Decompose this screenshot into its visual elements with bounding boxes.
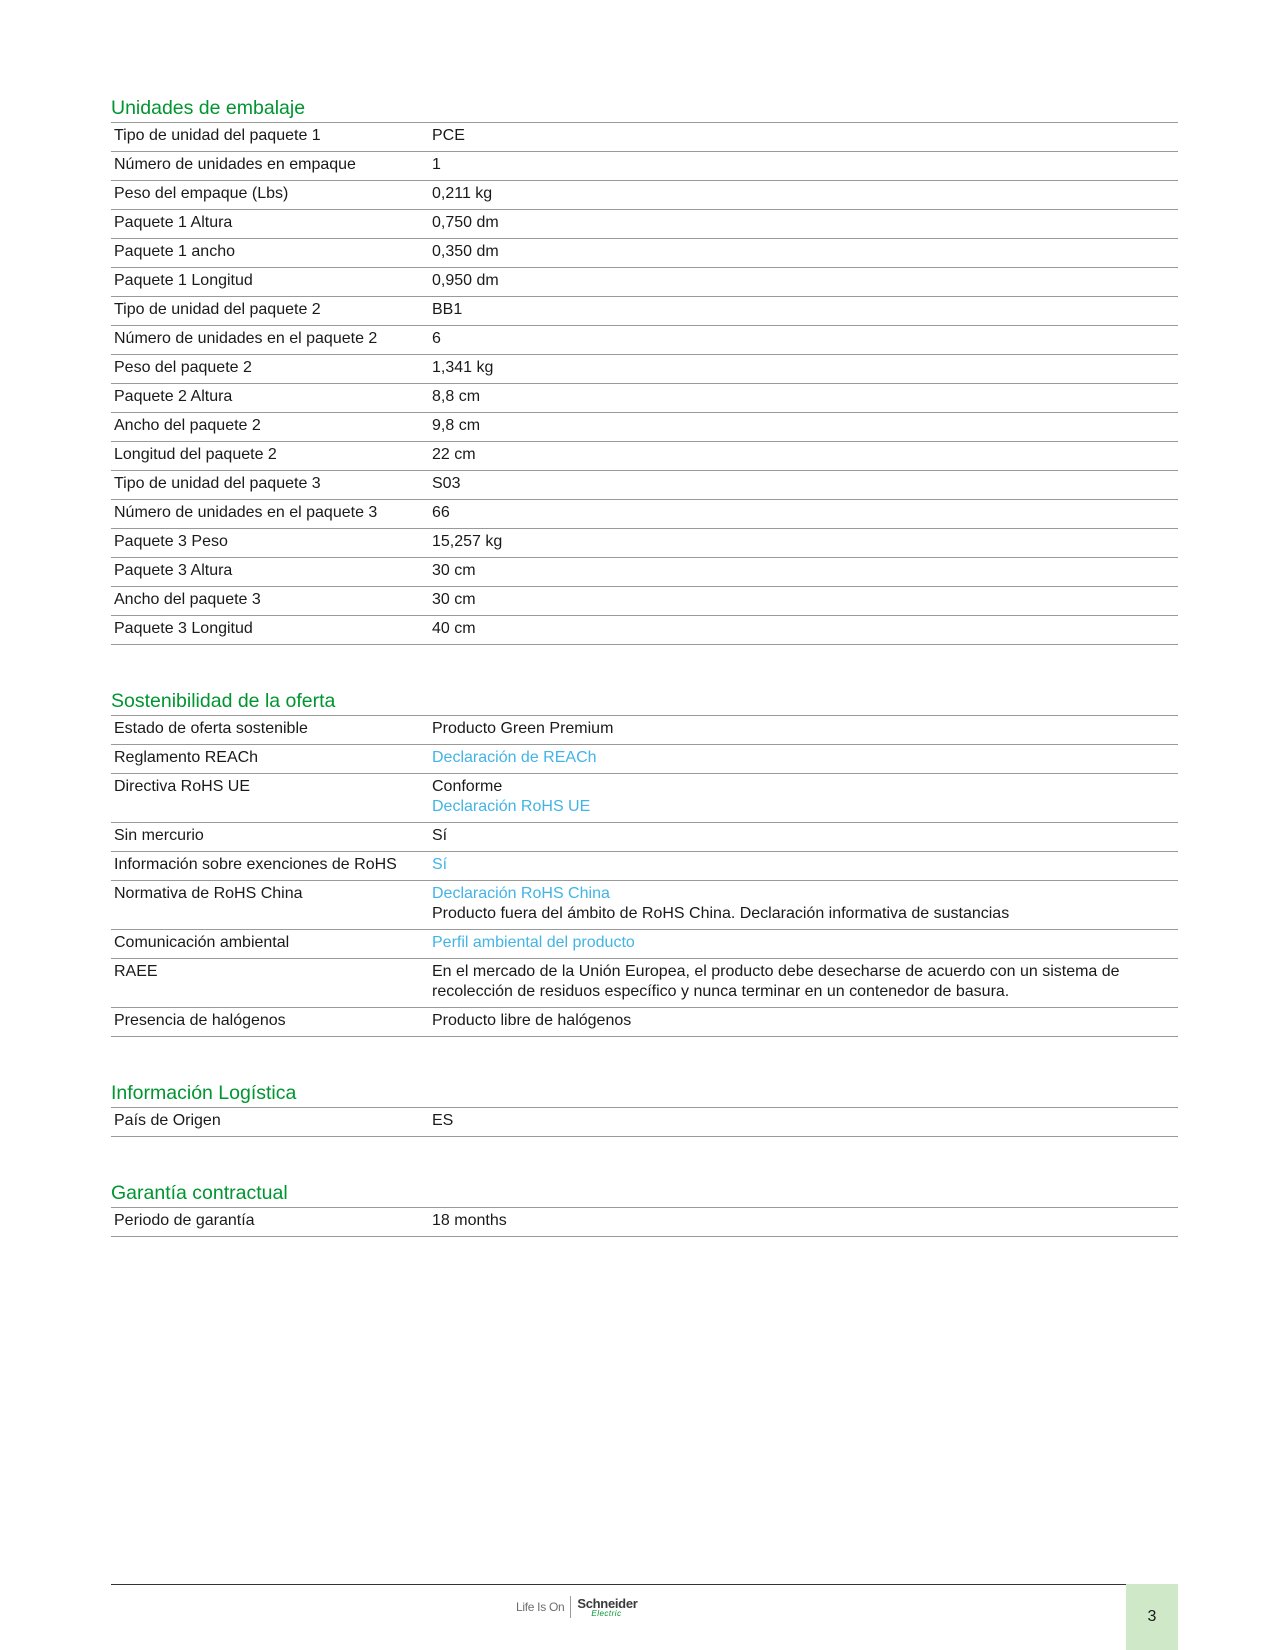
value-text: 66 (432, 504, 450, 521)
table-row (111, 471, 1178, 500)
value-link[interactable]: Declaración RoHS UE (432, 798, 591, 815)
value-text: Sí (432, 827, 448, 844)
row-label: Ancho del paquete 2 (111, 413, 429, 442)
row-label: Tipo de unidad del paquete 1 (111, 123, 429, 152)
value-text: 15,257 kg (432, 533, 503, 550)
row-label: Tipo de unidad del paquete 2 (111, 297, 429, 326)
row-value (429, 529, 1178, 558)
row-label: Normativa de RoHS China (111, 881, 429, 930)
table-row (111, 442, 1178, 471)
brand-sub: Electric (591, 1608, 622, 1618)
table-row (111, 745, 1178, 774)
value-link[interactable]: Declaración RoHS China (432, 885, 610, 902)
row-label: Directiva RoHS UE (111, 774, 429, 823)
value-text: 30 cm (432, 562, 476, 579)
table-row (111, 239, 1178, 268)
section (111, 96, 1178, 645)
row-value (429, 959, 1178, 1008)
row-label: Paquete 3 Peso (111, 529, 429, 558)
table-row (111, 930, 1178, 959)
row-label: Longitud del paquete 2 (111, 442, 429, 471)
value-text: 1,341 kg (432, 359, 494, 376)
row-label: Ancho del paquete 3 (111, 587, 429, 616)
row-value (429, 471, 1178, 500)
row-value (429, 774, 1178, 823)
footer-divider (111, 1584, 1178, 1585)
row-value (429, 587, 1178, 616)
spec-table (111, 122, 1178, 645)
row-label: Peso del paquete 2 (111, 355, 429, 384)
row-value (429, 355, 1178, 384)
row-label: Presencia de halógenos (111, 1008, 429, 1037)
table-row (111, 297, 1178, 326)
brand-name: Schneider (577, 1595, 638, 1611)
value-text: 22 cm (432, 446, 476, 463)
table-row (111, 616, 1178, 645)
table-row (111, 716, 1178, 745)
row-value (429, 210, 1178, 239)
table-row (111, 881, 1178, 930)
value-text: Producto fuera del ámbito de RoHS China. Declaración informativa de sustancias (432, 905, 1010, 922)
spec-sheet (111, 96, 1178, 1281)
value-text: Producto libre de halógenos (432, 1012, 632, 1029)
value-text: 6 (432, 330, 441, 347)
row-label: Número de unidades en el paquete 2 (111, 326, 429, 355)
row-value (429, 616, 1178, 645)
spec-table (111, 715, 1178, 1037)
value-text: 0,211 kg (432, 185, 493, 202)
page-number: 3 (1126, 1584, 1178, 1650)
table-row (111, 384, 1178, 413)
table-row (111, 181, 1178, 210)
table-row (111, 1208, 1178, 1237)
table-row (111, 413, 1178, 442)
section (111, 689, 1178, 1037)
table-row (111, 123, 1178, 152)
section-title: Sostenibilidad de la oferta (111, 690, 336, 712)
row-label: Estado de oferta sostenible (111, 716, 429, 745)
row-label: Peso del empaque (Lbs) (111, 181, 429, 210)
value-text: Producto Green Premium (432, 720, 614, 737)
table-row (111, 152, 1178, 181)
table-row (111, 529, 1178, 558)
row-label: Paquete 3 Altura (111, 558, 429, 587)
footer-brand (516, 1594, 638, 1620)
value-link[interactable]: Sí (432, 856, 448, 873)
row-label: Número de unidades en el paquete 3 (111, 500, 429, 529)
section-title: Información Logística (111, 1082, 297, 1104)
value-text: BB1 (432, 301, 463, 318)
row-value (429, 930, 1178, 959)
row-label: País de Origen (111, 1108, 429, 1137)
row-value (429, 823, 1178, 852)
value-text: Conforme (432, 778, 503, 795)
spec-table (111, 1107, 1178, 1137)
value-text: 0,950 dm (432, 272, 499, 289)
value-text: 40 cm (432, 620, 476, 637)
value-link[interactable]: Perfil ambiental del producto (432, 934, 635, 951)
value-link[interactable]: Declaración de REACh (432, 749, 597, 766)
value-text: En el mercado de la Unión Europea, el producto debe desecharse de acuerdo con un sistema de recolección de residuos específico y nunca terminar en un contenedor de basura. (432, 963, 1120, 1000)
table-row (111, 1108, 1178, 1137)
row-value (429, 881, 1178, 930)
row-value (429, 413, 1178, 442)
table-row (111, 587, 1178, 616)
row-label: Información sobre exenciones de RoHS (111, 852, 429, 881)
section (111, 1181, 1178, 1237)
value-text: 9,8 cm (432, 417, 481, 434)
table-row (111, 355, 1178, 384)
table-row (111, 852, 1178, 881)
section-title: Unidades de embalaje (111, 97, 306, 119)
row-label: Periodo de garantía (111, 1208, 429, 1237)
value-text: ES (432, 1112, 454, 1129)
row-label: Número de unidades en empaque (111, 152, 429, 181)
row-value (429, 716, 1178, 745)
row-value (429, 745, 1178, 774)
row-label: Tipo de unidad del paquete 3 (111, 471, 429, 500)
row-value (429, 152, 1178, 181)
row-label: Paquete 2 Altura (111, 384, 429, 413)
row-value (429, 852, 1178, 881)
table-row (111, 823, 1178, 852)
value-text: 1 (432, 156, 441, 173)
schneider-electric-logo (577, 1597, 637, 1618)
row-label: Paquete 1 Altura (111, 210, 429, 239)
row-label: Paquete 3 Longitud (111, 616, 429, 645)
row-label: Comunicación ambiental (111, 930, 429, 959)
value-text: PCE (432, 127, 465, 144)
value-text: 8,8 cm (432, 388, 481, 405)
value-text: 0,350 dm (432, 243, 499, 260)
row-value (429, 384, 1178, 413)
table-row (111, 558, 1178, 587)
table-row (111, 500, 1178, 529)
brand-separator (570, 1596, 571, 1618)
row-label: Paquete 1 Longitud (111, 268, 429, 297)
value-text: 18 months (432, 1212, 507, 1229)
row-value (429, 297, 1178, 326)
row-label: Paquete 1 ancho (111, 239, 429, 268)
row-value (429, 558, 1178, 587)
table-row (111, 1008, 1178, 1037)
section-title: Garantía contractual (111, 1182, 288, 1204)
row-value (429, 1108, 1178, 1137)
value-text: 0,750 dm (432, 214, 499, 231)
row-value (429, 268, 1178, 297)
row-value (429, 181, 1178, 210)
table-row (111, 268, 1178, 297)
table-row (111, 774, 1178, 823)
row-value (429, 239, 1178, 268)
value-text: S03 (432, 475, 461, 492)
spec-table (111, 1207, 1178, 1237)
row-label: RAEE (111, 959, 429, 1008)
value-text: 30 cm (432, 591, 476, 608)
row-value (429, 500, 1178, 529)
row-label: Sin mercurio (111, 823, 429, 852)
row-value (429, 442, 1178, 471)
row-label: Reglamento REACh (111, 745, 429, 774)
row-value (429, 1208, 1178, 1237)
life-is-on-tagline: Life Is On (516, 1600, 565, 1614)
table-row (111, 326, 1178, 355)
row-value (429, 326, 1178, 355)
section (111, 1081, 1178, 1137)
row-value (429, 1008, 1178, 1037)
row-value (429, 123, 1178, 152)
table-row (111, 210, 1178, 239)
table-row (111, 959, 1178, 1008)
